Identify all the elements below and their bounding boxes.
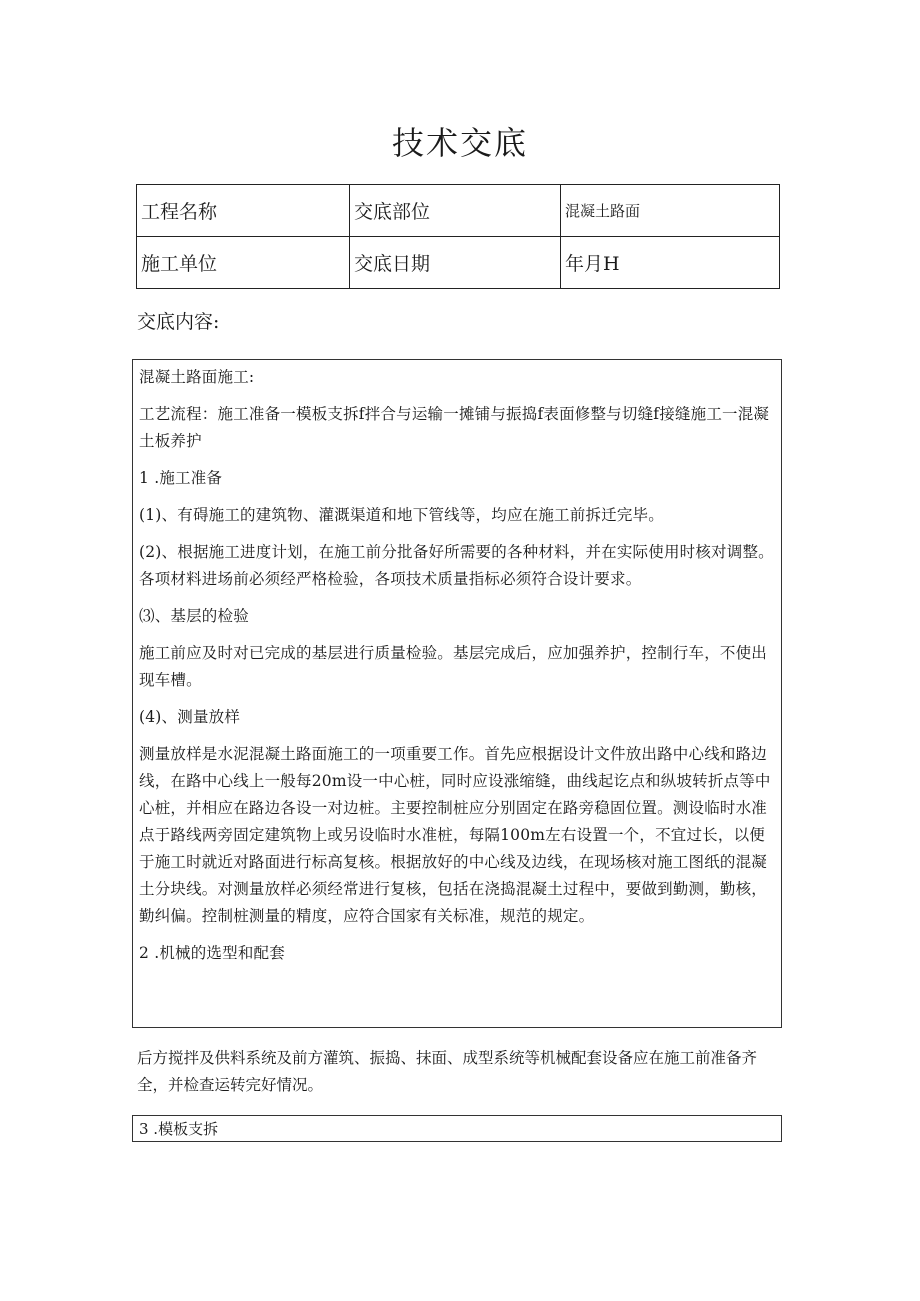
handover-date-label: 交底日期 <box>350 237 561 289</box>
section-heading: 2 .机械的选型和配套 <box>139 944 285 962</box>
handover-part-value: 混凝土路面 <box>561 185 780 237</box>
content-label: 交底内容: <box>137 311 220 333</box>
paragraph: 工艺流程：施工准备一模板支拆f拌合与运输一摊铺与振捣f表面修整与切缝f接缝施工一混凝土板养护 <box>139 405 770 450</box>
paragraph: 施工前应及时对已完成的基层进行质量检验。基层完成后，应加强养护，控制行车，不使出现车槽。 <box>139 644 768 689</box>
paragraph: ⑶、基层的检验 <box>139 607 249 625</box>
paragraph: (1)、有碍施工的建筑物、灌溉渠道和地下管线等，均应在施工前拆迁完毕。 <box>139 506 664 524</box>
handover-part-label: 交底部位 <box>350 185 561 237</box>
section-heading: 3 .模板支拆 <box>132 1115 782 1142</box>
paragraph: 后方搅拌及供料系统及前方灌筑、振捣、抹面、成型系统等机械配套设备应在施工前准备齐全，并检查运转完好情况。 <box>137 1049 758 1094</box>
table-row <box>137 185 780 237</box>
construction-unit-label: 施工单位 <box>137 237 350 289</box>
page-title: 技术交底 <box>391 124 528 162</box>
paragraph: 混凝土路面施工: <box>139 368 255 386</box>
paragraph: 测量放样是水泥混凝土路面施工的一项重要工作。首先应根据设计文件放出路中心线和路边线，在路中心线上一般每20m设一中心桩，同时应设涨缩缝，曲线起讫点和纵坡转折点等中心桩，并相应在路边各设一对边桩。主要控制桩应分别固定在路旁稳固位置。测设临时水准点于路线两旁固定建筑物上或另设临时水准桩，每隔100m左右设置一个，不宜过长，以便于施工时就近对路面进行标高复核。根据放好的中心线及边线，在现场核对施工图纸的混凝土分块线。对测量放样必须经常进行复核，包括在浇捣混凝土过程中，要做到勤测，勤核，勤纠偏。控制桩测量的精度，应符合国家有关标准，规范的规定。 <box>139 745 771 925</box>
info-table <box>136 184 780 289</box>
handover-date-value: 年月H <box>561 237 780 289</box>
paragraph: (4)、测量放样 <box>139 708 241 726</box>
project-name-label: 工程名称 <box>137 185 350 237</box>
paragraph: (2)、根据施工进度计划，在施工前分批备好所需要的各种材料，并在实际使用时核对调整。各项材料进场前必须经严格检验，各项技术质量指标必须符合设计要求。 <box>139 543 774 588</box>
table-row <box>137 237 780 289</box>
section-heading: 1 .施工准备 <box>139 469 223 487</box>
content-box <box>132 359 782 1028</box>
